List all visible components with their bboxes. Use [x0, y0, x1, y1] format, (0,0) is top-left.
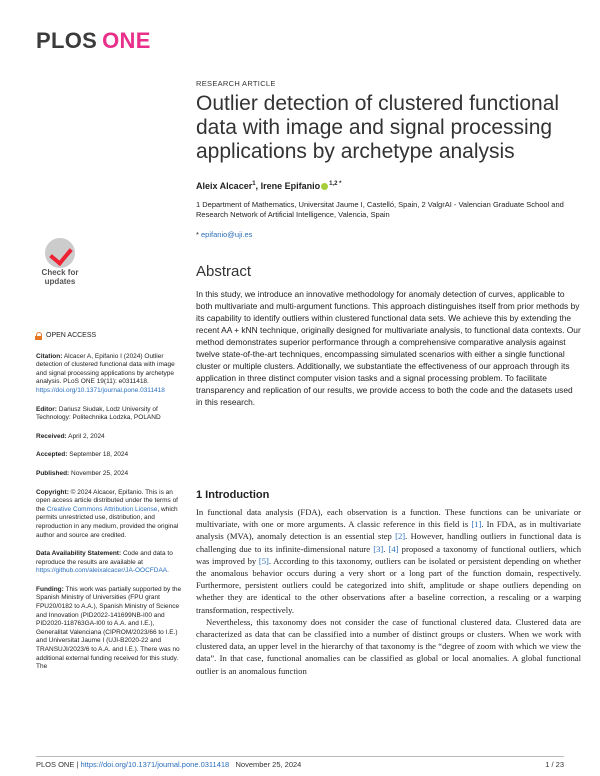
copyright-block	[36, 489, 186, 541]
affiliations: 1 Department of Mathematics, Universitat Jaume I, Castelló, Spain, 2 ValgrAI - Valencian Graduate School and Research Network of Artificial Intelligence, Valencia, Spain	[196, 200, 564, 219]
introduction-heading: 1 Introduction	[196, 489, 270, 501]
editor-label: Editor:	[36, 405, 57, 413]
abstract-text: In this study, we introduce an innovative methodology for anomaly detection of curves, applicable to both multivariate and multi-argument functions. This approach distinguishes itself from prior methods by its capability to identify outliers within clustered functional data sets. We achieve this by extending the recent AA + kNN technique, originally designed for multivariate analysis, to functional data contexts. Our method demonstrates superior performance through a comprehensive comparative analysis against twelve state-of-the-art techniques, encompassing simulated scenarios with either a single functional cluster or multiple clusters. Additionally, we substantiate the effectiveness of our approach through its application in three distinct computer vision tasks and a signal processing problem. To facilitate transparency and replication of our results, we provide access to both the code and the datasets used in this research.	[196, 289, 581, 407]
footer-separator: |	[74, 760, 81, 769]
open-access-label: OPEN ACCESS	[46, 332, 97, 339]
data-availability-label: Data Availability Statement:	[36, 550, 122, 558]
author-list	[196, 181, 341, 191]
funding-text: This work was partially supported by the Spanish Ministry of Universities (FPU grant FPU20/0182 to A.A.), Spanish Ministry of Science and Innovation (PID2022-141699NB-I00 and PID2020-118763GA-I00 to A.A. and I.E.), Generalitat Valenciana (CIPROM/2023/66 to I.E.) and Universitat Jaume I (UJI-B2020-22 and TRANSUJI/2023/6 to A.A. and I.E.). There was no additional external funding received for this study. The	[36, 585, 182, 671]
funding-block	[36, 586, 186, 672]
editor-block	[36, 406, 186, 423]
orcid-icon[interactable]	[321, 183, 328, 190]
open-lock-icon	[36, 332, 42, 340]
intro-text: . However, handling outliers in functional data is challenging due to its infinite-dimensional nature	[196, 531, 581, 554]
footer-doi-link[interactable]: https://doi.org/10.1371/journal.pone.0311418	[80, 760, 230, 769]
reference-link[interactable]: [3]	[373, 543, 384, 554]
intro-paragraph	[196, 506, 581, 616]
page-number: 1 / 23	[545, 760, 564, 769]
author-affil-sup: 1	[252, 181, 256, 187]
email-marker: *	[196, 230, 202, 239]
footer-journal: PLOS ONE	[36, 760, 75, 769]
author-name[interactable]: Aleix Alcacer	[196, 181, 253, 191]
intro-text: . In FDA, as in multivariate analysis (MVA), anomaly detection is an essential step	[196, 519, 581, 542]
citation-doi-link[interactable]: https://doi.org/10.1371/journal.pone.0311418	[36, 386, 165, 394]
check-updates-line2: updates	[44, 277, 76, 286]
journal-logo-plos: PLOS	[36, 28, 98, 53]
citation-label: Citation:	[36, 352, 63, 360]
copyright-text: © 2024 Alcacer, Epifanio. This is an open access article distributed under the terms of the	[36, 488, 178, 513]
corresponding-email	[196, 230, 252, 239]
reference-link[interactable]: [4]	[388, 543, 399, 554]
copyright-text-rest: , which permits unrestricted use, distribution, and reproduction in any medium, provided the original author and source are credited.	[36, 505, 179, 539]
article-title: Outlier detection of clustered functional data with image and signal processing applications by archetype analysis	[196, 92, 560, 163]
intro-paragraph: Nevertheless, this taxonomy does not consider the case of functional clustered data. Clustered data are characterized as data that can be classified into a number of distinct groups or clusters. When we work with clustered data, an upper level in the hierarchy of that taxonomy is the “degree of zoom with which we view the data”. In that case, functional anomalies can be classified as global or local anomalies. A global functional outlier is an anomalous function	[196, 616, 581, 676]
accepted-label: Accepted:	[36, 451, 68, 459]
data-availability-text: Code and data to reproduce the results are available at	[36, 550, 173, 566]
github-link[interactable]: https://github.com/aleixalcacer/JA-OOCFDAA.	[36, 567, 169, 575]
journal-logo	[36, 28, 151, 54]
article-type: RESEARCH ARTICLE	[196, 79, 276, 88]
published-label: Published:	[36, 469, 70, 477]
copyright-label: Copyright:	[36, 488, 69, 496]
author-affil-sup: 1,2 *	[329, 181, 342, 187]
data-availability-block	[36, 550, 186, 576]
citation-block	[36, 353, 186, 396]
open-access-badge	[36, 332, 186, 341]
introduction-body	[196, 506, 581, 677]
accepted-block	[36, 451, 186, 460]
published-date: November 25, 2024	[71, 469, 129, 477]
intro-text: .	[383, 543, 389, 554]
footer-date: November 25, 2024	[235, 760, 302, 769]
received-label: Received:	[36, 432, 67, 440]
author-separator: ,	[255, 181, 261, 191]
editor-text: Dariusz Siudak, Lodz University of Technology: Politechnika Lodzka, POLAND	[36, 405, 161, 422]
page-footer	[36, 760, 301, 769]
journal-logo-one: ONE	[102, 28, 151, 53]
funding-label: Funding:	[36, 585, 64, 593]
accepted-date: September 18, 2024	[69, 451, 129, 459]
abstract-heading: Abstract	[196, 263, 252, 280]
author-name[interactable]: Irene Epifanio	[260, 181, 321, 191]
reference-link[interactable]: [5]	[258, 555, 269, 566]
citation-text: Alcacer A, Epifanio I (2024) Outlier detection of clustered functional data with image and signal processing applications by archetype analysis. PLoS ONE 19(11): e0311418.	[36, 352, 175, 386]
intro-text: In functional data analysis (FDA), each observation is a function. These functions can be univariate or multivariate, with one or more arguments. A classic reference in this field is	[196, 507, 581, 530]
intro-text: proposed a taxonomy of functional outliers, which was improved by	[196, 543, 582, 566]
reference-link[interactable]: [2]	[395, 531, 406, 542]
received-block	[36, 433, 186, 442]
reference-link[interactable]: [1]	[471, 519, 482, 530]
license-link[interactable]: Creative Commons Attribution License	[46, 505, 158, 513]
check-for-updates-badge[interactable]	[35, 238, 85, 288]
check-updates-icon	[45, 238, 75, 268]
check-updates-line1: Check for	[41, 268, 79, 277]
article-info-sidebar	[36, 332, 186, 682]
published-block	[36, 470, 186, 479]
received-date: April 2, 2024	[68, 432, 105, 440]
footer-divider	[36, 756, 564, 757]
email-link[interactable]: epifanio@uji.es	[201, 230, 253, 239]
intro-text: . According to this taxonomy, outliers can be isolated or persistent depending on whether the anomalous behavior occurs during a very short or a long part of the function domain, respectively. Furthermore, persistent outliers could be categorized into shift, amplitude or shape outliers depending on whether they are identical to the other observations after a baseline correction, a rescaling or a warping transformation, respectively.	[196, 555, 581, 615]
check-updates-text	[35, 268, 85, 286]
